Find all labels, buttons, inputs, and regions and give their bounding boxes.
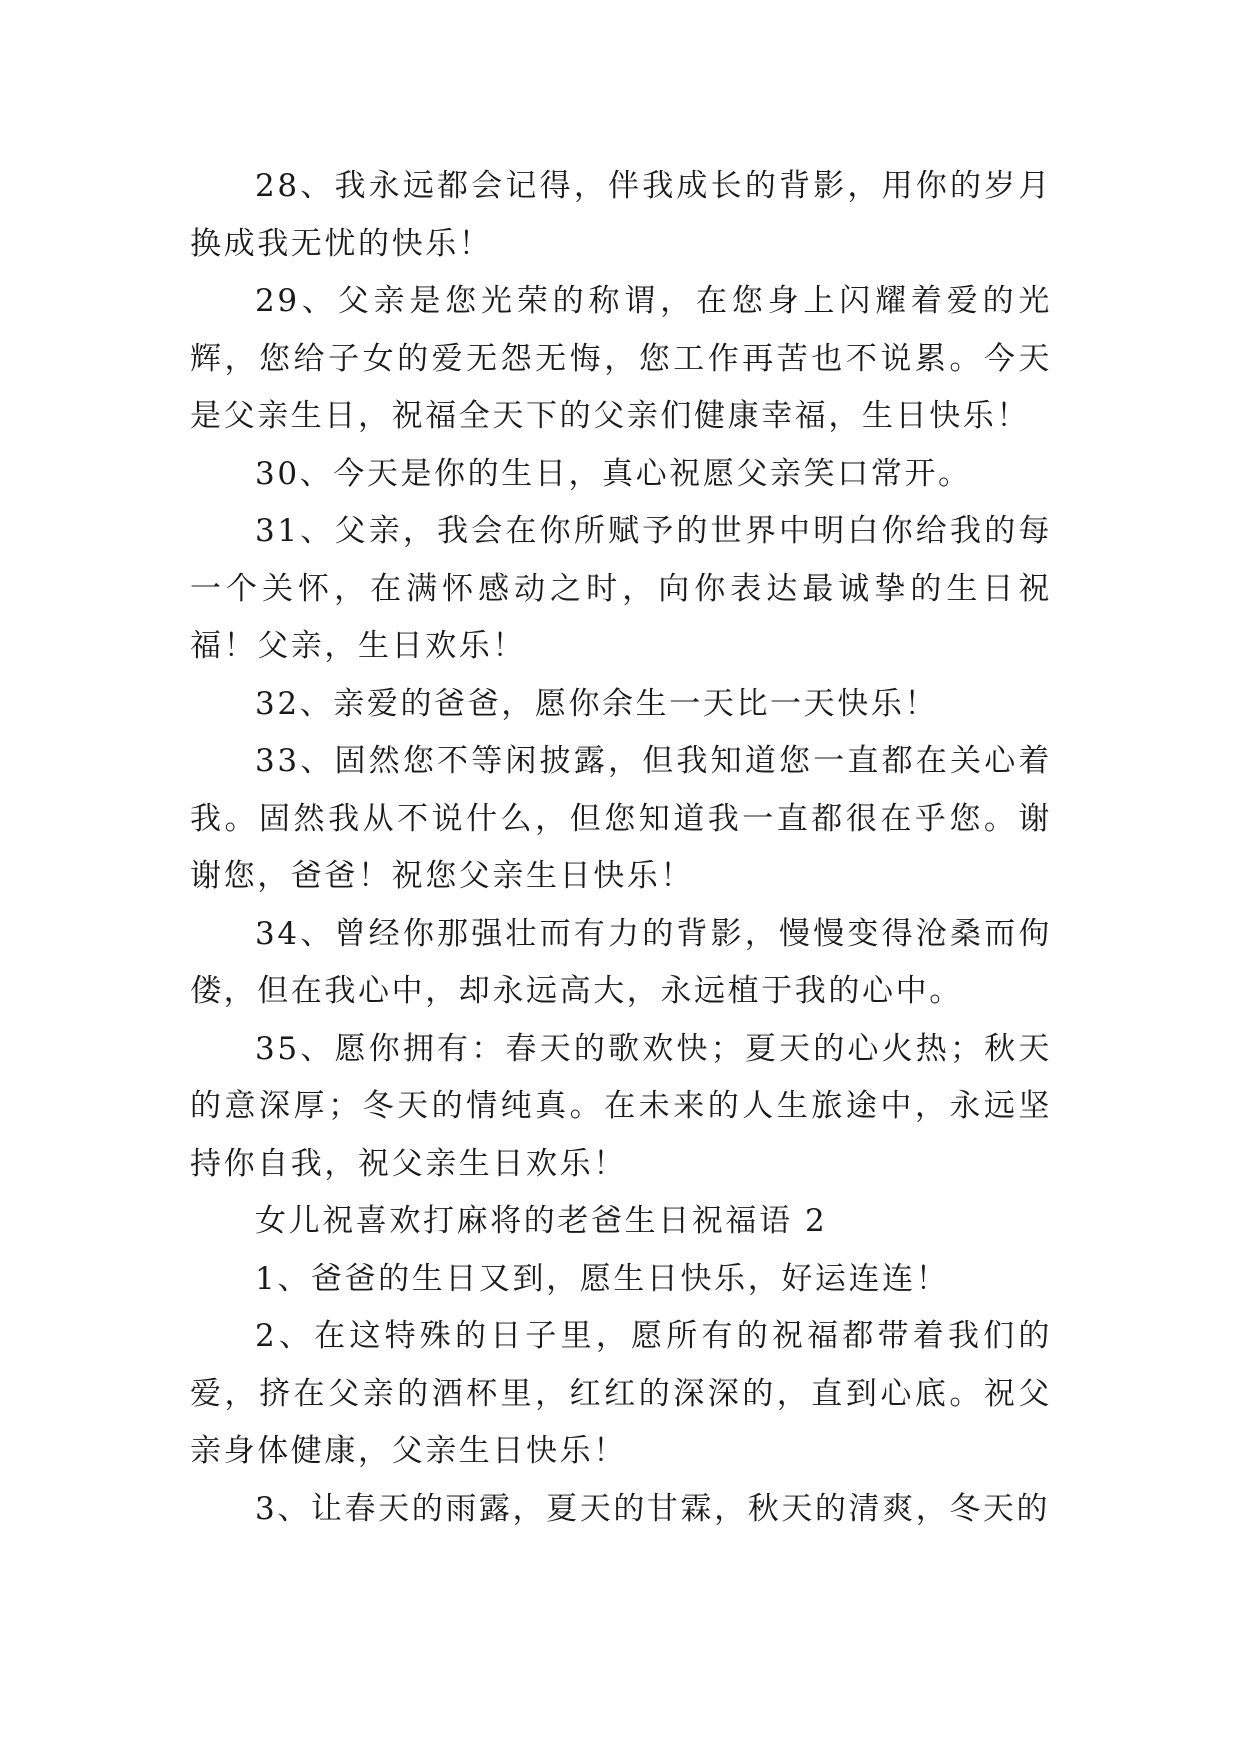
paragraph-30: 30、今天是你的生日，真心祝愿父亲笑口常开。 bbox=[255, 455, 972, 492]
paragraph-31: 31、父亲，我会在你所赋予的世界中明白你给我的每一个关怀，在满怀感动之时，向你表达最诚挚的生日祝福！父亲，生日欢乐！ bbox=[190, 513, 1052, 664]
section-heading: 女儿祝喜欢打麻将的老爸生日祝福语 2 bbox=[255, 1203, 828, 1239]
paragraph-32: 32、亲爱的爸爸，愿你余生一天比一天快乐！ bbox=[255, 685, 939, 722]
document-body bbox=[190, 158, 1052, 1538]
paragraph-1: 1、爸爸的生日又到，愿生日快乐，好运连连！ bbox=[255, 1260, 950, 1297]
paragraph-33: 33、固然您不等闲披露，但我知道您一直都在关心着我。固然我从不说什么，但您知道我一直都很在乎您。谢谢您，爸爸！祝您父亲生日快乐！ bbox=[190, 743, 1052, 894]
paragraph-28: 28、我永远都会记得，伴我成长的背影，用你的岁月换成我无忧的快乐！ bbox=[190, 168, 1052, 262]
paragraph-34: 34、曾经你那强壮而有力的背影，慢慢变得沧桑而佝偻，但在我心中，却永远高大，永远植于我的心中。 bbox=[190, 915, 1052, 1009]
paragraph-29: 29、父亲是您光荣的称谓，在您身上闪耀着爱的光辉，您给子女的爱无怨无悔，您工作再苦也不说累。今天是父亲生日，祝福全天下的父亲们健康幸福，生日快乐！ bbox=[190, 283, 1052, 434]
paragraph-3: 3、让春天的雨露，夏天的甘霖，秋天的清爽，冬天的 bbox=[255, 1490, 1051, 1527]
paragraph-35: 35、愿你拥有：春天的歌欢快；夏天的心火热；秋天的意深厚；冬天的情纯真。在未来的人生旅途中，永远坚持你自我，祝父亲生日欢乐！ bbox=[190, 1030, 1052, 1182]
paragraph-2: 2、在这特殊的日子里，愿所有的祝福都带着我们的爱，挤在父亲的酒杯里，红红的深深的，直到心底。祝父亲身体健康，父亲生日快乐！ bbox=[190, 1318, 1052, 1469]
